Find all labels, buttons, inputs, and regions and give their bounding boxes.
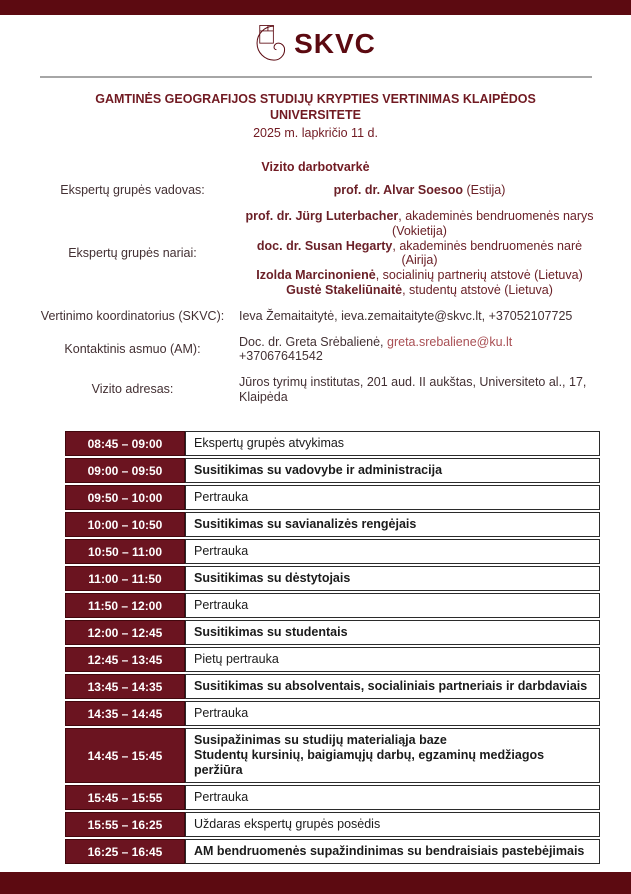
info-section	[30, 183, 600, 416]
member-line: doc. dr. Susan Hegarty, akademinės bendruomenės narė (Airija)	[256, 238, 583, 268]
schedule-time-cell: 13:45 – 14:35	[65, 674, 185, 699]
schedule-activity-cell: Susitikimas su absolventais, socialiniais partneriais ir darbdaviais	[185, 674, 600, 699]
top-bar	[0, 0, 631, 15]
schedule-row	[65, 785, 600, 810]
leader-row	[30, 183, 600, 198]
contact-line1	[239, 335, 600, 350]
date-line: 2025 m. lapkričio 11 d.	[253, 126, 378, 141]
schedule-time-cell: 08:45 – 09:00	[65, 431, 185, 456]
schedule-row	[65, 728, 600, 783]
coordinator-label: Vertinimo koordinatorius (SKVC):	[40, 308, 225, 323]
schedule-row	[65, 458, 600, 483]
schedule-row	[65, 485, 600, 510]
logo-text: SKVC	[294, 28, 376, 59]
schedule-activity-cell: Pertrauka	[185, 539, 600, 564]
contact-row	[30, 335, 600, 365]
contact-value	[235, 335, 600, 365]
contact-label: Kontaktinis asmuo (AM):	[64, 341, 201, 356]
members-row	[30, 209, 600, 298]
schedule-activity-cell: Pertrauka	[185, 593, 600, 618]
contact-email-link[interactable]: greta.srebaliene@ku.lt	[387, 334, 513, 349]
member-line: Izolda Marcinonienė, socialinių partnerių atstovė (Lietuva)	[256, 268, 583, 282]
leader-country: (Estija)	[463, 183, 506, 198]
schedule-row	[65, 674, 600, 699]
schedule-time-cell: 10:00 – 10:50	[65, 512, 185, 537]
member-line: Gustė Stakeliūnaitė, studentų atstovė (Lietuva)	[286, 282, 553, 297]
schedule-time-cell: 14:45 – 15:45	[65, 728, 185, 783]
schedule-time-cell: 16:25 – 16:45	[65, 839, 185, 864]
schedule-activity-cell: Susitikimas su dėstytojais	[185, 566, 600, 591]
schedule-activity-cell: Susipažinimas su studijų materialiąja baze Studentų kursinių, baigiamųjų darbų, egzaminų medžiagos peržiūra	[185, 728, 600, 783]
schedule-time-cell: 14:35 – 14:45	[65, 701, 185, 726]
schedule-activity-cell: AM bendruomenės supažindinimas su bendraisiais pastebėjimais	[185, 839, 600, 864]
schedule-activity-cell: Ekspertų grupės atvykimas	[185, 431, 600, 456]
golden-spiral-icon	[255, 24, 289, 64]
page-title: GAMTINĖS GEOGRAFIJOS STUDIJŲ KRYPTIES VERTINIMAS KLAIPĖDOS UNIVERSITETE	[95, 92, 536, 122]
schedule-time-cell: 15:45 – 15:55	[65, 785, 185, 810]
members-label: Ekspertų grupės nariai:	[68, 245, 197, 260]
schedule-activity-cell: Susitikimas su savianalizės rengėjais	[185, 512, 600, 537]
schedule-row	[65, 701, 600, 726]
schedule-activity-cell: Pertrauka	[185, 701, 600, 726]
logo	[0, 24, 631, 64]
bottom-bar	[0, 872, 631, 894]
divider-rule	[40, 76, 592, 78]
schedule-activity-cell: Pietų pertrauka	[185, 647, 600, 672]
members-list	[235, 209, 600, 298]
schedule-row	[65, 593, 600, 618]
leader-value	[235, 183, 600, 198]
schedule-row	[65, 812, 600, 837]
address-label: Vizito adresas:	[91, 382, 174, 397]
schedule-time-cell: 10:50 – 11:00	[65, 539, 185, 564]
schedule-row	[65, 539, 600, 564]
leader-label: Ekspertų grupės vadovas:	[60, 183, 205, 197]
address-value: Jūros tyrimų institutas, 201 aud. II aukštas, Universiteto al., 17, Klaipėda	[239, 375, 587, 404]
schedule-activity-cell: Susitikimas su vadovybe ir administracija	[185, 458, 600, 483]
contact-name: Doc. dr. Greta Srėbalienė,	[239, 334, 387, 349]
contact-phone: +37067641542	[239, 349, 323, 364]
schedule-time-cell: 11:50 – 12:00	[65, 593, 185, 618]
schedule-table	[65, 431, 600, 866]
schedule-time-cell: 12:00 – 12:45	[65, 620, 185, 645]
title-block	[0, 92, 631, 174]
leader-name: prof. dr. Alvar Soesoo	[333, 183, 464, 198]
schedule-row	[65, 620, 600, 645]
schedule-activity-cell: Uždaras ekspertų grupės posėdis	[185, 812, 600, 837]
schedule-row	[65, 431, 600, 456]
schedule-activity-cell: Susitikimas su studentais	[185, 620, 600, 645]
schedule-row	[65, 566, 600, 591]
schedule-time-cell: 09:00 – 09:50	[65, 458, 185, 483]
coordinator-value: Ieva Žemaitaitytė, ieva.zemaitaityte@skvc.lt, +37052107725	[239, 308, 573, 323]
schedule-activity-cell: Pertrauka	[185, 785, 600, 810]
schedule-time-cell: 12:45 – 13:45	[65, 647, 185, 672]
schedule-time-cell: 09:50 – 10:00	[65, 485, 185, 510]
schedule-row	[65, 512, 600, 537]
schedule-time-cell: 15:55 – 16:25	[65, 812, 185, 837]
schedule-activity-cell: Pertrauka	[185, 485, 600, 510]
coordinator-row	[30, 309, 600, 324]
schedule-row	[65, 839, 600, 864]
agenda-subtitle: Vizito darbotvarkė	[261, 160, 370, 175]
schedule-time-cell: 11:00 – 11:50	[65, 566, 185, 591]
member-line: prof. dr. Jürg Luterbacher, akademinės bendruomenės narys (Vokietija)	[245, 209, 594, 238]
schedule-row	[65, 647, 600, 672]
address-row	[30, 375, 600, 405]
